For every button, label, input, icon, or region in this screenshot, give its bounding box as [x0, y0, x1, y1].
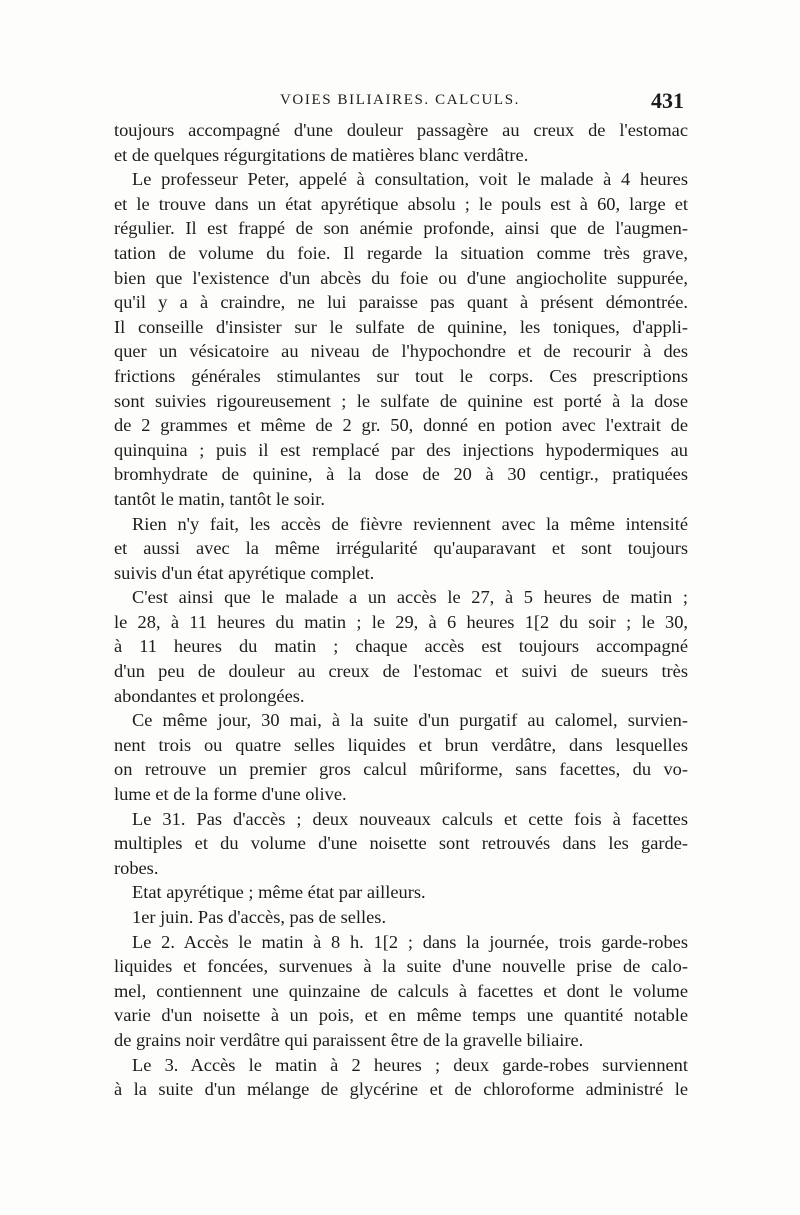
- text-line: bien que l'existence d'un abcès du foie ou d'une angiocholite suppurée,: [114, 267, 688, 288]
- text-line: liquides et foncées, survenues à la suite d'une nouvelle prise de calo-: [114, 956, 688, 977]
- text-line: Etat apyrétique ; même état par ailleurs.: [132, 882, 426, 903]
- text-line: 1er juin. Pas d'accès, pas de selles.: [132, 907, 387, 927]
- text-line: mel, contiennent une quinzaine de calculs à facettes et dont le volume: [114, 980, 688, 1001]
- text-line: multiples et du volume d'une noisette sont retrouvés dans les garde-: [114, 833, 688, 854]
- text-line: bromhydrate de quinine, à la dose de 20 à 30 centigr., pratiquées: [114, 464, 688, 485]
- text-line: et le trouve dans un état apyrétique absolu ; le pouls est à 60, large et: [114, 193, 688, 214]
- text-line: Rien n'y fait, les accès de fièvre reviennent avec la même intensité: [132, 513, 688, 534]
- text-line: lume et de la forme d'une olive.: [114, 784, 347, 805]
- text-line: quinquina ; puis il est remplacé par des injections hypodermiques au: [114, 439, 688, 460]
- text-line: Il conseille d'insister sur le sulfate de quinine, les toniques, d'appli-: [114, 316, 688, 337]
- text-line: Le 2. Accès le matin à 8 h. 1[2 ; dans la journée, trois garde-robes: [132, 931, 688, 952]
- text-line: Le 3. Accès le matin à 2 heures ; deux garde-robes surviennent: [132, 1054, 688, 1075]
- text-line: frictions générales stimulantes sur tout le corps. Ces prescriptions: [114, 365, 688, 386]
- text-line: d'un peu de douleur au creux de l'estomac et suivi de sueurs très: [114, 661, 688, 682]
- text-line: à la suite d'un mélange de glycérine et de chloroforme administré le: [114, 1079, 688, 1100]
- page-number: 431: [651, 88, 684, 113]
- text-line: qu'il y a à craindre, ne lui paraisse pas quant à présent démontrée.: [114, 292, 688, 313]
- text-line: de 2 grammes et même de 2 gr. 50, donné en potion avec l'extrait de: [114, 415, 688, 436]
- text-line: Ce même jour, 30 mai, à la suite d'un purgatif au calomel, survien-: [132, 710, 688, 731]
- text-line: on retrouve un premier gros calcul mûriforme, sans facettes, du vo-: [114, 759, 688, 780]
- text-line: C'est ainsi que le malade a un accès le 27, à 5 heures de matin ;: [132, 587, 688, 608]
- text-line: et de quelques régurgitations de matières blanc verdâtre.: [114, 144, 529, 165]
- text-line: toujours accompagné d'une douleur passagère au creux de l'estomac: [114, 120, 688, 140]
- running-title: VOIES BILIAIRES. CALCULS.: [279, 92, 520, 108]
- text-line: à 11 heures du matin ; chaque accès est toujours accompagné: [114, 636, 688, 657]
- text-line: sont suivies rigoureusement ; le sulfate de quinine est porté à la dose: [114, 390, 688, 411]
- text-line: tation de volume du foie. Il regarde la situation comme très grave,: [114, 242, 688, 263]
- text-line: robes.: [114, 857, 159, 878]
- text-line: suivis d'un état apyrétique complet.: [114, 562, 375, 583]
- text-line: quer un vésicatoire au niveau de l'hypochondre et de recourir à des: [114, 341, 688, 362]
- text-line: Le professeur Peter, appelé à consultation, voit le malade à 4 heures: [132, 169, 688, 190]
- text-line: de grains noir verdâtre qui paraissent être de la gravelle biliaire.: [114, 1029, 584, 1050]
- body-text: [114, 118, 688, 1102]
- text-line: abondantes et prolongées.: [114, 685, 305, 706]
- text-line: tantôt le matin, tantôt le soir.: [114, 488, 325, 509]
- text-line: et aussi avec la même irrégularité qu'auparavant et sont toujours: [114, 538, 688, 559]
- text-line: Le 31. Pas d'accès ; deux nouveaux calculs et cette fois à facettes: [132, 808, 688, 829]
- running-head: [116, 88, 684, 116]
- text-line: varie d'un noisette à un pois, et en même temps une quantité notable: [114, 1005, 688, 1026]
- text-line: régulier. Il est frappé de son anémie profonde, ainsi que de l'augmen-: [114, 218, 688, 239]
- text-line: le 28, à 11 heures du matin ; le 29, à 6 heures 1[2 du soir ; le 30,: [114, 611, 688, 632]
- text-line: nent trois ou quatre selles liquides et brun verdâtre, dans lesquelles: [114, 734, 688, 755]
